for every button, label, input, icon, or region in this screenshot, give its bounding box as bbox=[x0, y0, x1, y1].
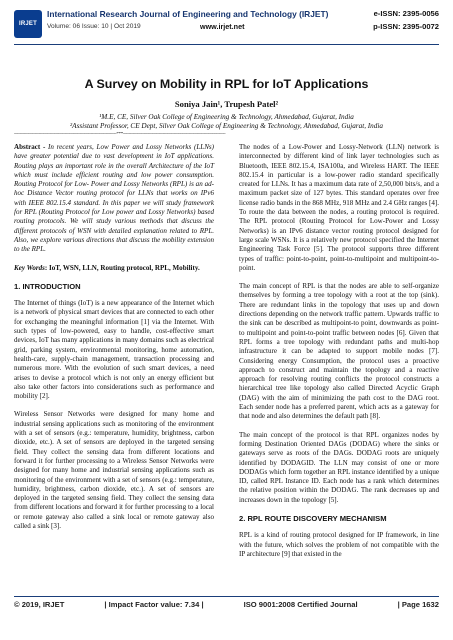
intro-paragraph-1: The Internet of things (IoT) is a new appearance of the Internet which is a network of physical smart devices that are connected to each other for exchanging the meaningful information [1] via the Internet. With such types of low-powered, easy to handle, cost-effective smart devices, IoT has many applications in many domains such as electrical grid, parking system, environmental monitoring, home automation, health-care, supply-chain management, transaction processing and numerous more. With the evolution of such smart devices, a need arises to devise a protocol which is not only an energy efficient but also take other factors into considerations such as performance and mobility [2]. bbox=[14, 299, 214, 401]
eissn: e-ISSN: 2395-0056 bbox=[373, 9, 439, 18]
rpl-heading: 2. RPL ROUTE DISCOVERY MECHANISM bbox=[239, 513, 387, 523]
irjet-logo: IRJET bbox=[14, 10, 42, 38]
section-separator: ---------------------------------------------------------------------------***--------------------------------------------------------------------------- bbox=[14, 132, 226, 137]
affiliation-1: ¹M.E, CE, Silver Oak College of Engineering & Technology, Ahmedabad, Gujarat, India bbox=[99, 113, 354, 121]
intro-heading: 1. INTRODUCTION bbox=[14, 281, 81, 291]
right-column bbox=[239, 143, 439, 568]
page-footer bbox=[14, 600, 439, 609]
right-paragraph-1: The nodes of a Low-Power and Lossy-Network (LLN) network is interconnected by different kind of link layer technologies such as Bluetooth, IEEE 802.15.4, ISA100a, and Wireless HART. The IEEE 802.15.4 in particular is a low-power radio standard specifically created for LLNs. It has a maximum data rate of 2,50,000 bits/s, and a maximum packet size of 127 bytes. This standard operates over free license radio bands in the 868 MHz, 918 MHz and 2.4 GHz ranges [4]. To route the data between the nodes, a routing protocol is required. The RPL protocol (Routing Protocol for Low-Power and Lossy Networks) is an IPv6 distance vector routing protocol designed for large scale WSNs. It is a relatively new protocol specified the Internet Engineering Task Force [5]. The protocol supports three different types of traffic: point-to-point, point-to-multipoint and multipoint-to-point. bbox=[239, 143, 440, 272]
pissn: p-ISSN: 2395-0072 bbox=[373, 22, 439, 31]
footer-divider bbox=[14, 596, 439, 597]
keywords-label: Key Words bbox=[14, 263, 45, 272]
keywords bbox=[14, 264, 214, 273]
abstract-text: In recent years, Low Power and Lossy Networks (LLNs) have greater potential due to vast development in IoT applications. Routing plays an important role in the overall Architecture of the IoT which must include efficient routing and low power consumption. Routing Protocol for Low- Power and Lossy Networks (RPL) is an ad-hoc Distance Vector routing protocol for LLNs that works on IPv6 with IEEE 802.15.4 standard. In this paper we will study framework for RPL (Routing Protocol for Low power and Lossy Networks) based routing protocols. We will study various methods that discuss the different protocols of WSN with detailed explanation related to RPL. Also, we explore various directions that discuss the mobility extension to the RPL. bbox=[14, 143, 214, 254]
website-link[interactable]: www.irjet.net bbox=[200, 22, 245, 31]
journal-name: International Research Journal of Engineering and Technology (IRJET) bbox=[47, 9, 329, 19]
right-paragraph-2: The main concept of RPL is that the nodes are able to self-organize themselves by forming a tree topology with a root at the top (sink). There are redundant links in the topology that uses up and down directions depending on the network traffic pattern. Upwards traffic to the sink can be described as multipoint-to point, downwards as point-to multipoint and point-to-point traffic between nodes [6]. Given that RPL forms a tree topology with redundant paths and multi-hop infrastructure it can be adapted to support mobile nodes [7]. Considering energy Consumption, the protocol uses a proactive approach to construct and maintain the topology and a reactive approach for resolving routing conflicts the protocol constructs a hierarchical tree like topology also called Directed Acyclic Graph (DAG) with the aim of minimizing the path cost to the DAG root. Each sender node has a preferred parent, which acts as a gateway for that node and also determines the default path [8]. bbox=[239, 282, 439, 421]
intro-paragraph-2: Wireless Sensor Networks were designed for many home and industrial sensing applications such as monitoring of the environment with a set of sensors (e.g.: temperature, humidity, brightness, carbon dioxide, etc.). A set of sensors are deployed in the targeted sensing field. They collect the sensing data from different locations and forward it for further processing to a Wireless Sensor Networks were designed for many home and industrial sensing applications such as monitoring of the environment with a set of sensors (e.g.: temperature, humidity, brightness, carbon dioxide, etc.). A set of sensors are deployed in the targeted sensing field. They collect the sensing data from different locations and forward it for further processing to a local or remote gateway also called a sink local or remote gateway also called a sink [3]. bbox=[14, 410, 214, 530]
journal-header bbox=[14, 8, 439, 42]
affiliation-2: ²Assistant Professor, CE Dept, Silver Oak College of Engineering & Technology, Ahmedabad, Gujarat, India bbox=[70, 122, 383, 130]
right-paragraph-3: The main concept of the protocol is that RPL organizes nodes by forming Destination Oriented DAGs (DODAG) where the sinks or gateways serve as roots of the DAGs. DODAG roots are uniquely identified by DODAGID. The LLN may consist of one or more DODAGs which form together an RPL instance identified by a unique ID, called RPL Instance ID. Each node has a rank which determines the relative position within the DODAG. The rank decreases up and increases down in the topology [5]. bbox=[239, 430, 439, 504]
keywords-text: : IoT, WSN, LLN, Routing protocol, RPL, Mobility. bbox=[44, 263, 200, 272]
right-paragraph-4: RPL is a kind of routing protocol designed for IP framework, in line with the future, which solves the problem of not compatible with the IP architecture [9] that existed in the bbox=[239, 531, 439, 558]
paper-authors: Soniya Jain¹, Trupesh Patel² bbox=[174, 99, 279, 109]
footer-page: | Page 1632 bbox=[397, 600, 439, 609]
abstract bbox=[14, 143, 214, 255]
left-column bbox=[14, 143, 214, 540]
abstract-label: Abstract - bbox=[14, 143, 46, 151]
footer-copyright: © 2019, IRJET bbox=[14, 600, 65, 609]
volume-issue: Volume: 06 Issue: 10 | Oct 2019 bbox=[47, 23, 141, 30]
footer-iso: ISO 9001:2008 Certified Journal bbox=[243, 600, 358, 609]
header-divider bbox=[14, 44, 439, 45]
paper-title: A Survey on Mobility in RPL for IoT Applications bbox=[84, 77, 369, 91]
footer-impact: | Impact Factor value: 7.34 | bbox=[104, 600, 204, 609]
